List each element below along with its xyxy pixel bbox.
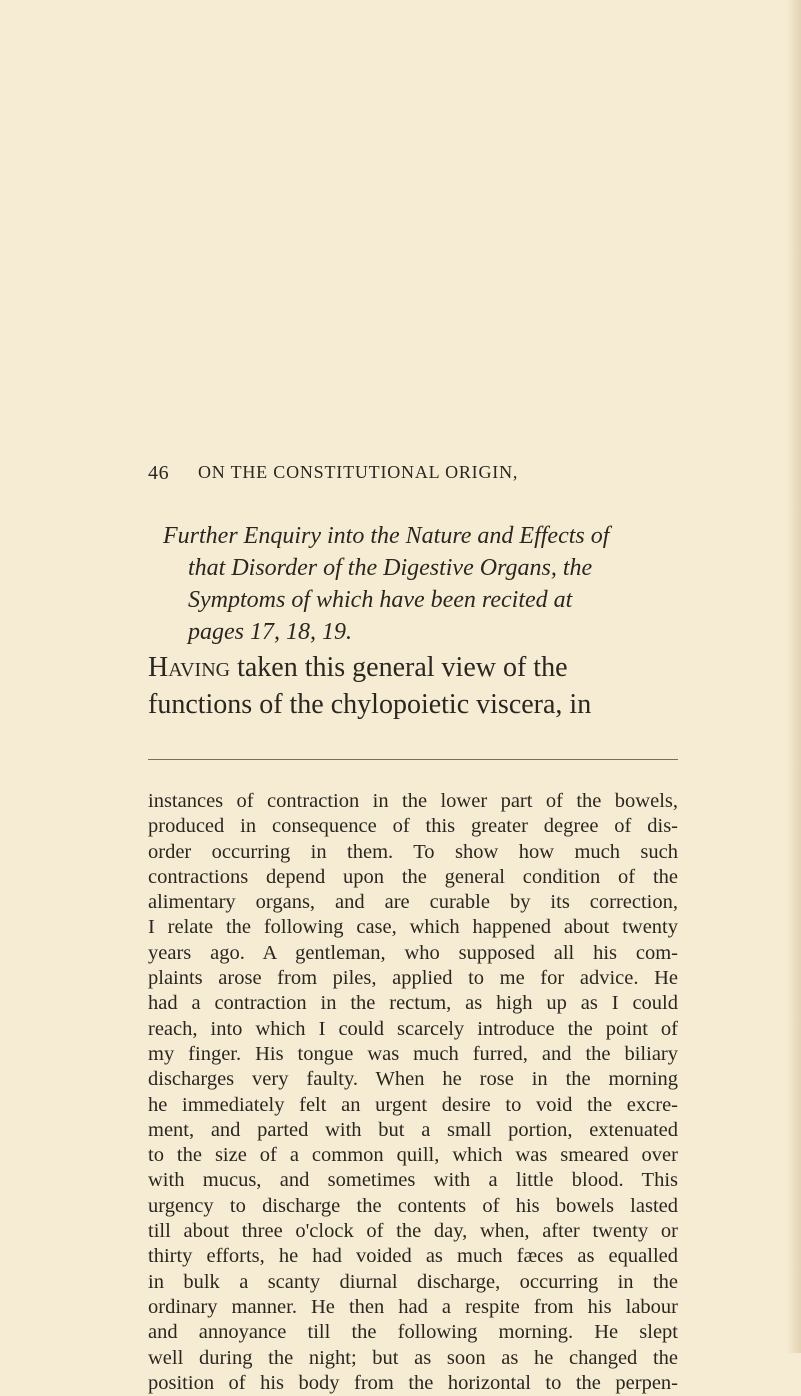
opening-line: functions of the chylopoietic viscera, in	[148, 689, 592, 720]
opening-line	[148, 649, 708, 686]
body-line: order occurring in them. To show how much such	[148, 840, 678, 863]
body-line: well during the night; but as soon as he changed the	[148, 1346, 678, 1369]
body-line: I relate the following case, which happened about twenty	[148, 916, 678, 939]
body-line: position of his body from the horizontal to the perpen-	[148, 1371, 678, 1394]
body-line: in bulk a scanty diurnal discharge, occurring in the	[148, 1270, 678, 1293]
body-line: thirty efforts, he had voided as much fæces as equalled	[148, 1245, 678, 1268]
body-line: contractions depend upon the general condition of the	[148, 865, 678, 888]
body-line: urgency to discharge the contents of his bowels lasted	[148, 1194, 678, 1217]
running-head	[148, 462, 668, 490]
body-text	[148, 789, 678, 1396]
body-line: alimentary organs, and are curable by its correction,	[148, 891, 678, 914]
footnote-divider	[148, 759, 678, 760]
body-line: my finger. His tongue was much furred, and the biliary	[148, 1042, 678, 1065]
body-line: ment, and parted with but a small portion, extenuated	[148, 1118, 678, 1141]
body-line: ordinary manner. He then had a respite from his labour	[148, 1295, 678, 1318]
opening-paragraph	[148, 649, 708, 723]
body-line: till about three o'clock of the day, when, after twenty or	[148, 1220, 678, 1243]
section-heading-line: that Disorder of the Digestive Organs, the	[188, 555, 593, 581]
section-heading	[163, 520, 703, 648]
body-line: reach, into which I could scarcely introduce the point of	[148, 1017, 678, 1040]
opening-line-rest: taken this general view of the	[230, 652, 568, 683]
body-line: produced in consequence of this greater degree of dis-	[148, 815, 678, 838]
body-line: with mucus, and sometimes with a little blood. This	[148, 1169, 678, 1192]
page-number: 46	[148, 462, 170, 484]
opening-first-word: Having	[148, 652, 231, 683]
body-line: instances of contraction in the lower part of the bowels,	[148, 790, 678, 812]
section-heading-line: Symptoms of which have been recited at	[188, 587, 573, 613]
body-line: he immediately felt an urgent desire to void the excre-	[148, 1093, 678, 1116]
section-heading-line: pages 17, 18, 19.	[188, 619, 352, 645]
body-line: plaints arose from piles, applied to me for advice. He	[148, 967, 678, 990]
running-title: ON THE CONSTITUTIONAL ORIGIN,	[198, 462, 519, 482]
body-line: discharges very faulty. When he rose in the morning	[148, 1068, 678, 1091]
body-line: and annoyance till the following morning. He slept	[148, 1321, 678, 1344]
section-heading-line: Further Enquiry into the Nature and Effects of	[163, 523, 610, 549]
page-edge-shadow	[787, 0, 801, 1353]
body-line: to the size of a common quill, which was smeared over	[148, 1144, 678, 1167]
body-line: years ago. A gentleman, who supposed all his com-	[148, 941, 678, 964]
body-line: had a contraction in the rectum, as high up as I could	[148, 992, 678, 1015]
